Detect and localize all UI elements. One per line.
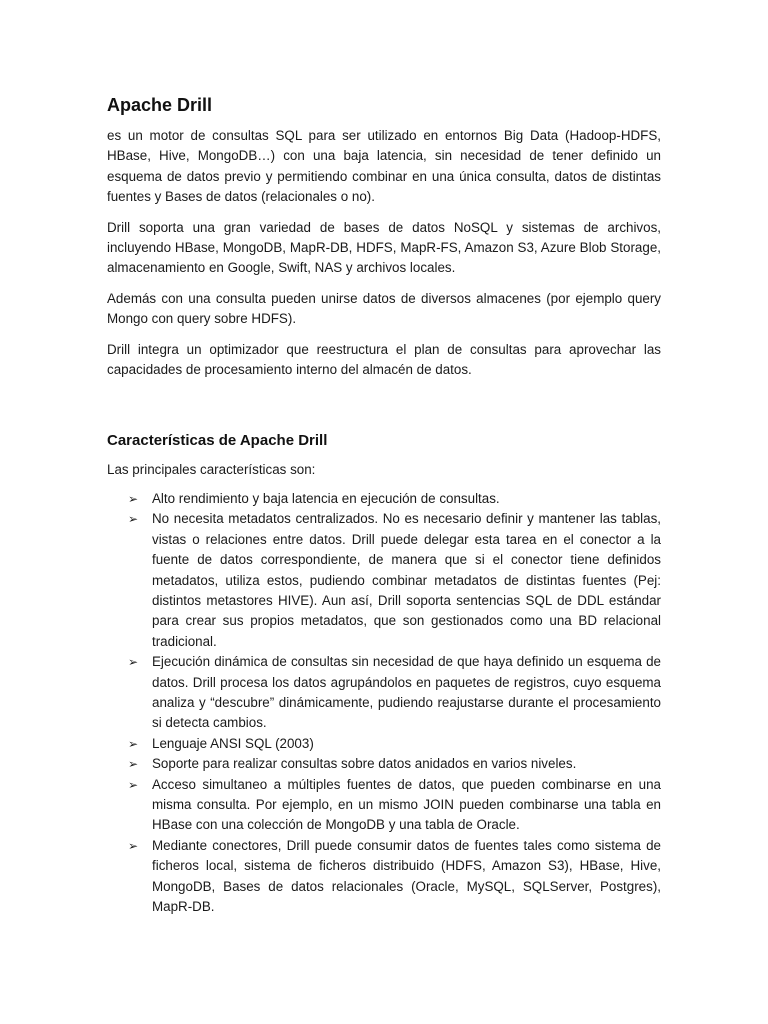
section-intro: Las principales características son: [107, 462, 316, 478]
feature-list [107, 489, 661, 918]
list-item-text: Alto rendimiento y baja latencia en ejecución de consultas. [152, 490, 500, 506]
arrow-bullet-icon: ➢ [128, 777, 139, 792]
intro-paragraph-1: es un motor de consultas SQL para ser utilizado en entornos Big Data (Hadoop-HDFS, HBase, Hive, MongoDB…) con una baja latencia, sin necesidad de tener definido un esquema de datos previo y permitiendo combinar en una única consulta, datos de distintas fuentes y Bases de datos (relacionales o no). [107, 128, 661, 205]
arrow-bullet-icon: ➢ [128, 757, 139, 772]
arrow-bullet-icon: ➢ [128, 838, 139, 853]
intro-paragraph-4: Drill integra un optimizador que reestructura el plan de consultas para aprovechar las capacidades de procesamiento interno del almacén de datos. [107, 341, 661, 378]
list-item [107, 489, 661, 509]
list-item [107, 652, 661, 734]
list-item [107, 509, 661, 652]
arrow-bullet-icon: ➢ [128, 655, 139, 670]
list-item-text: Lenguaje ANSI SQL (2003) [152, 735, 314, 751]
section-spacer [107, 390, 661, 430]
list-item-text: Mediante conectores, Drill puede consumir datos de fuentes tales como sistema de ficheros local, sistema de ficheros distribuido (HDFS, Amazon S3), HBase, Hive, MongoDB, Bases de datos relacionales (Oracle, MySQL, SQLServer, Postgres), MapR-DB. [152, 837, 661, 914]
intro-paragraph-3: Además con una consulta pueden unirse datos de diversos almacenes (por ejemplo query Mongo con query sobre HDFS). [107, 290, 661, 327]
intro-paragraph-2: Drill soporta una gran variedad de bases de datos NoSQL y sistemas de archivos, incluyendo HBase, MongoDB, MapR-DB, HDFS, MapR-FS, Amazon S3, Azure Blob Storage, almacenamiento en Google, Swift, NAS y archivos locales. [107, 219, 661, 276]
list-item-text: No necesita metadatos centralizados. No es necesario definir y mantener las tablas, vistas o relaciones entre datos. Drill puede delegar esta tarea en el conector a la fuente de datos correspondiente, de manera que si el conector tiene definidos metadatos, utiliza estos, pudiendo combinar metadatos de distintas fuentes (Pej: distintos metastores HIVE). Aun así, Drill soporta sentencias SQL de DDL estándar para crear sus propios metadatos, que son gestionados como una BD relacional tradicional. [152, 511, 661, 649]
list-item [107, 775, 661, 836]
list-item-text: Acceso simultaneo a múltiples fuentes de datos, que pueden combinarse en una misma consulta. Por ejemplo, en un mismo JOIN pueden combinarse una tabla en HBase con una colección de MongoDB y una tabla de Oracle. [152, 776, 661, 833]
list-item-text: Ejecución dinámica de consultas sin necesidad de que haya definido un esquema de datos. Drill procesa los datos agrupándolos en paquetes de registros, cuyo esquema analiza y “descubre” dinámicamente, pudiendo reajustarse durante el procesamiento si detecta cambios. [152, 654, 661, 731]
arrow-bullet-icon: ➢ [128, 491, 139, 506]
arrow-bullet-icon: ➢ [128, 736, 139, 751]
list-item-text: Soporte para realizar consultas sobre datos anidados en varios niveles. [152, 756, 577, 772]
document-title: Apache Drill [107, 95, 213, 115]
list-item [107, 754, 661, 774]
list-item [107, 734, 661, 754]
arrow-bullet-icon: ➢ [128, 512, 139, 527]
section-title: Características de Apache Drill [107, 432, 328, 450]
document-page [107, 92, 661, 917]
list-item [107, 836, 661, 918]
